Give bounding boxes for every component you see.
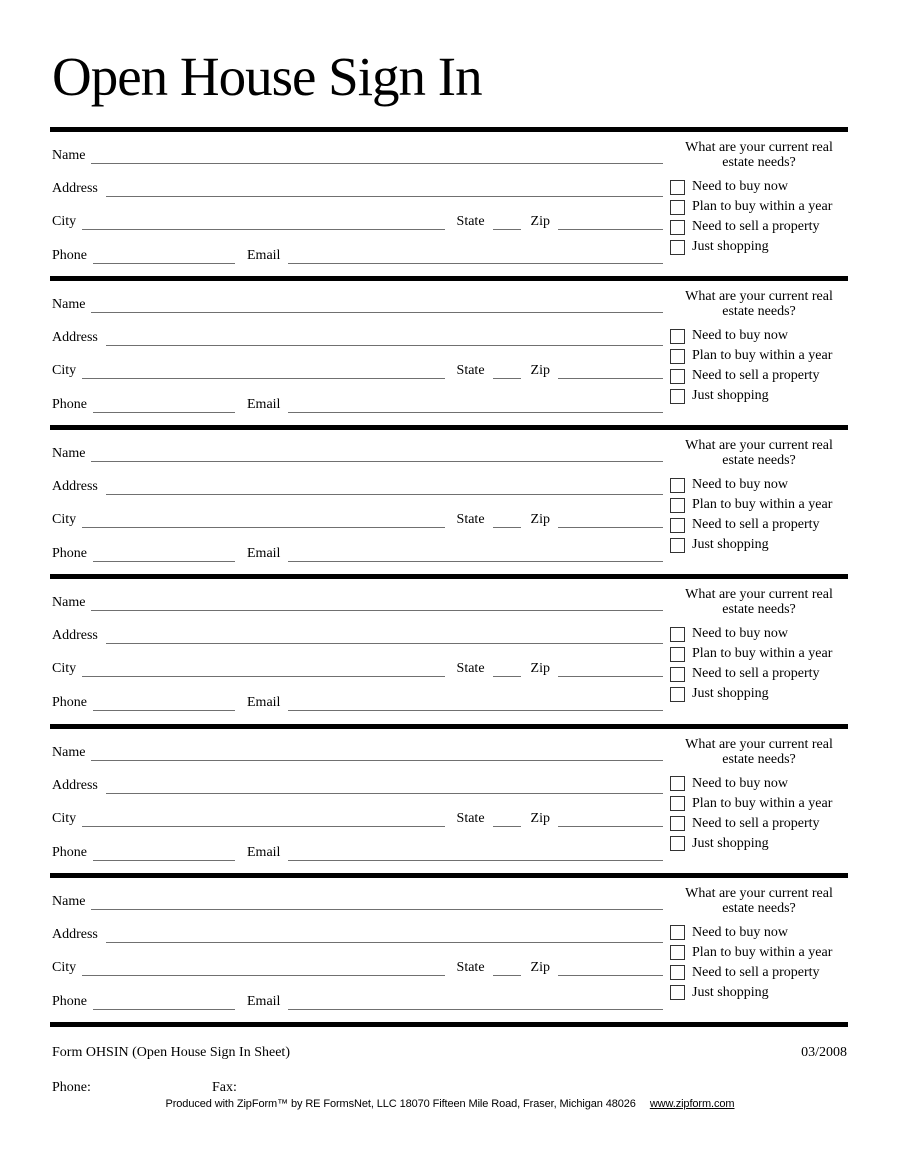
need-option-label: Need to buy now	[692, 477, 789, 493]
needs-heading: What are your current real estate needs?	[685, 736, 833, 767]
zip-input-line[interactable]	[558, 512, 663, 528]
bottom-section-divider	[50, 1022, 848, 1027]
need-option-label: Plan to buy within a year	[692, 646, 833, 662]
revision-date: 03/2008	[801, 1045, 847, 1060]
state-label: State	[456, 512, 485, 528]
state-label: State	[456, 959, 485, 975]
name-label: Name	[52, 744, 86, 760]
sign-in-entry-block	[50, 276, 848, 425]
name-row	[52, 594, 663, 611]
address-input-line[interactable]	[106, 330, 663, 346]
city-label: City	[52, 959, 77, 975]
state-input-line[interactable]	[493, 512, 521, 528]
name-input-line[interactable]	[91, 148, 663, 164]
phone-email-row	[52, 993, 663, 1010]
checkbox-need-to-buy-now[interactable]	[670, 329, 685, 344]
name-input-line[interactable]	[91, 595, 663, 611]
state-input-line[interactable]	[493, 661, 521, 677]
needs-heading: What are your current real estate needs?	[685, 587, 833, 618]
needs-section	[670, 886, 848, 1003]
need-option-label: Just shopping	[692, 984, 769, 1000]
need-option-row	[670, 386, 848, 406]
phone-input-line[interactable]	[93, 695, 235, 711]
state-label: State	[456, 363, 485, 379]
zipform-link[interactable]: www.zipform.com	[649, 1098, 735, 1110]
phone-input-line[interactable]	[93, 546, 235, 562]
need-option-row	[670, 197, 848, 217]
need-option-row	[670, 983, 848, 1003]
address-input-line[interactable]	[106, 628, 663, 644]
email-label: Email	[247, 993, 281, 1009]
need-option-label: Just shopping	[692, 686, 769, 702]
address-label: Address	[52, 628, 98, 644]
need-option-row	[670, 475, 848, 495]
needs-section	[670, 438, 848, 555]
state-label: State	[456, 810, 485, 826]
need-option-row	[670, 535, 848, 555]
email-input-line[interactable]	[288, 994, 663, 1010]
city-input-line[interactable]	[82, 214, 444, 230]
address-input-line[interactable]	[106, 181, 663, 197]
needs-heading: What are your current real estate needs?	[685, 885, 833, 916]
address-label: Address	[52, 926, 98, 942]
checkbox-just-shopping[interactable]	[670, 985, 685, 1000]
name-input-line[interactable]	[91, 745, 663, 761]
phone-email-row	[52, 694, 663, 711]
need-option-label: Just shopping	[692, 239, 769, 254]
address-input-line[interactable]	[106, 778, 663, 794]
checkbox-need-to-sell-property[interactable]	[670, 518, 685, 533]
need-option-label: Need to sell a property	[692, 815, 820, 831]
need-option-row	[670, 814, 848, 834]
name-row	[52, 147, 663, 164]
city-input-line[interactable]	[82, 512, 444, 528]
state-input-line[interactable]	[493, 811, 521, 827]
checkbox-plan-to-buy-within-year[interactable]	[670, 796, 685, 811]
need-option-row	[670, 217, 848, 237]
page-title: Open House Sign In	[52, 46, 482, 107]
phone-label: Phone	[52, 695, 87, 711]
need-option-row	[670, 644, 848, 664]
city-label: City	[52, 512, 77, 528]
email-label: Email	[247, 248, 281, 263]
form-id-text: Form OHSIN (Open House Sign In Sheet)	[52, 1045, 290, 1060]
name-row	[52, 296, 663, 313]
need-option-label: Just shopping	[692, 835, 769, 851]
phone-label: Phone	[52, 397, 87, 413]
need-option-row	[670, 515, 848, 535]
zip-label: Zip	[530, 959, 550, 975]
need-option-label: Plan to buy within a year	[692, 795, 833, 811]
checkbox-need-to-sell-property[interactable]	[670, 667, 685, 682]
needs-heading: What are your current real estate needs?	[685, 438, 833, 469]
need-option-label: Need to buy now	[692, 179, 789, 194]
entry-blocks-container	[50, 127, 848, 1022]
address-row	[52, 478, 663, 495]
phone-input-line[interactable]	[93, 845, 235, 861]
footer-fax-label: Fax:	[212, 1080, 237, 1095]
need-option-label: Need to buy now	[692, 328, 789, 344]
city-state-zip-row	[52, 959, 663, 976]
city-input-line[interactable]	[82, 960, 444, 976]
sign-in-entry-block	[50, 127, 848, 276]
need-option-row	[670, 923, 848, 943]
checkbox-plan-to-buy-within-year[interactable]	[670, 200, 685, 215]
phone-email-row	[52, 545, 663, 562]
zip-label: Zip	[530, 810, 550, 826]
phone-email-row	[52, 396, 663, 413]
need-option-row	[670, 495, 848, 515]
city-label: City	[52, 661, 77, 677]
zip-label: Zip	[530, 214, 550, 229]
phone-email-row	[52, 844, 663, 861]
need-option-label: Need to buy now	[692, 775, 789, 791]
need-option-label: Plan to buy within a year	[692, 199, 833, 214]
city-input-line[interactable]	[82, 661, 444, 677]
city-state-zip-row	[52, 213, 663, 230]
phone-label: Phone	[52, 248, 87, 263]
email-input-line[interactable]	[288, 695, 663, 711]
address-input-line[interactable]	[106, 927, 663, 943]
checkbox-need-to-sell-property[interactable]	[670, 965, 685, 980]
city-label: City	[52, 214, 77, 229]
need-option-label: Need to buy now	[692, 924, 789, 940]
state-label: State	[456, 661, 485, 677]
city-label: City	[52, 363, 77, 379]
name-input-line[interactable]	[91, 446, 663, 462]
need-option-label: Plan to buy within a year	[692, 497, 833, 513]
sign-in-entry-block	[50, 724, 848, 873]
checkbox-plan-to-buy-within-year[interactable]	[670, 349, 685, 364]
checkbox-need-to-sell-property[interactable]	[670, 220, 685, 235]
name-label: Name	[52, 595, 86, 611]
need-option-row	[670, 794, 848, 814]
checkbox-just-shopping[interactable]	[670, 836, 685, 851]
needs-section	[670, 140, 848, 257]
city-state-zip-row	[52, 511, 663, 528]
needs-section	[670, 737, 848, 854]
needs-section	[670, 289, 848, 406]
needs-section	[670, 587, 848, 704]
zip-label: Zip	[530, 363, 550, 379]
name-label: Name	[52, 893, 86, 909]
name-row	[52, 744, 663, 761]
need-option-row	[670, 624, 848, 644]
need-option-label: Need to sell a property	[692, 517, 820, 533]
phone-input-line[interactable]	[93, 248, 235, 264]
checkbox-just-shopping[interactable]	[670, 389, 685, 404]
checkbox-just-shopping[interactable]	[670, 538, 685, 553]
address-row	[52, 627, 663, 644]
checkbox-need-to-sell-property[interactable]	[670, 816, 685, 831]
checkbox-need-to-sell-property[interactable]	[670, 369, 685, 384]
needs-heading: What are your current real estate needs?	[685, 289, 833, 320]
city-state-zip-row	[52, 362, 663, 379]
need-option-row	[670, 774, 848, 794]
need-option-label: Need to sell a property	[692, 219, 820, 234]
address-label: Address	[52, 479, 98, 495]
produced-by-text: Produced with ZipForm™ by RE FormsNet, LLC 18070 Fifteen Mile Road, Fraser, Michigan 48026	[165, 1098, 636, 1110]
phone-label: Phone	[52, 993, 87, 1009]
footer-phone-label: Phone:	[52, 1080, 91, 1095]
checkbox-need-to-buy-now[interactable]	[670, 180, 685, 195]
address-row	[52, 777, 663, 794]
phone-label: Phone	[52, 844, 87, 860]
city-input-line[interactable]	[82, 363, 444, 379]
need-option-row	[670, 177, 848, 197]
name-row	[52, 893, 663, 910]
sign-in-entry-block	[50, 574, 848, 723]
email-input-line[interactable]	[288, 248, 663, 264]
name-input-line[interactable]	[91, 297, 663, 313]
email-label: Email	[247, 397, 281, 413]
footer-form-id-row	[52, 1044, 847, 1061]
email-label: Email	[247, 844, 281, 860]
state-input-line[interactable]	[493, 363, 521, 379]
checkbox-need-to-buy-now[interactable]	[670, 478, 685, 493]
name-label: Name	[52, 446, 86, 462]
state-input-line[interactable]	[493, 960, 521, 976]
need-option-label: Need to sell a property	[692, 964, 820, 980]
footer-phone-fax-row	[52, 1079, 847, 1096]
checkbox-plan-to-buy-within-year[interactable]	[670, 498, 685, 513]
address-row	[52, 180, 663, 197]
need-option-row	[670, 366, 848, 386]
checkbox-just-shopping[interactable]	[670, 687, 685, 702]
need-option-label: Need to buy now	[692, 626, 789, 642]
email-input-line[interactable]	[288, 546, 663, 562]
state-input-line[interactable]	[493, 214, 521, 230]
sign-in-entry-block	[50, 873, 848, 1022]
need-option-label: Plan to buy within a year	[692, 348, 833, 364]
need-option-row	[670, 237, 848, 257]
phone-label: Phone	[52, 546, 87, 562]
email-input-line[interactable]	[288, 845, 663, 861]
name-row	[52, 445, 663, 462]
zip-input-line[interactable]	[558, 214, 663, 230]
name-input-line[interactable]	[91, 894, 663, 910]
checkbox-need-to-buy-now[interactable]	[670, 925, 685, 940]
need-option-row	[670, 943, 848, 963]
produced-by-row	[0, 1097, 900, 1111]
address-row	[52, 926, 663, 943]
need-option-label: Just shopping	[692, 537, 769, 553]
email-label: Email	[247, 695, 281, 711]
sign-in-entry-block	[50, 425, 848, 574]
name-label: Name	[52, 297, 86, 313]
email-input-line[interactable]	[288, 397, 663, 413]
need-option-row	[670, 684, 848, 704]
need-option-row	[670, 834, 848, 854]
address-input-line[interactable]	[106, 479, 663, 495]
need-option-label: Need to sell a property	[692, 368, 820, 384]
phone-email-row	[52, 247, 663, 264]
city-state-zip-row	[52, 660, 663, 677]
need-option-label: Plan to buy within a year	[692, 944, 833, 960]
checkbox-plan-to-buy-within-year[interactable]	[670, 945, 685, 960]
need-option-label: Just shopping	[692, 388, 769, 404]
need-option-row	[670, 963, 848, 983]
checkbox-need-to-buy-now[interactable]	[670, 627, 685, 642]
address-row	[52, 329, 663, 346]
city-state-zip-row	[52, 810, 663, 827]
checkbox-just-shopping[interactable]	[670, 240, 685, 255]
checkbox-plan-to-buy-within-year[interactable]	[670, 647, 685, 662]
address-label: Address	[52, 181, 98, 196]
address-label: Address	[52, 330, 98, 346]
need-option-row	[670, 664, 848, 684]
need-option-label: Need to sell a property	[692, 666, 820, 682]
zip-input-line[interactable]	[558, 960, 663, 976]
zip-input-line[interactable]	[558, 811, 663, 827]
phone-input-line[interactable]	[93, 994, 235, 1010]
zip-input-line[interactable]	[558, 363, 663, 379]
need-option-row	[670, 346, 848, 366]
state-label: State	[456, 214, 485, 229]
email-label: Email	[247, 546, 281, 562]
zip-label: Zip	[530, 661, 550, 677]
need-option-row	[670, 326, 848, 346]
zip-label: Zip	[530, 512, 550, 528]
city-input-line[interactable]	[82, 811, 444, 827]
phone-input-line[interactable]	[93, 397, 235, 413]
zip-input-line[interactable]	[558, 661, 663, 677]
city-label: City	[52, 810, 77, 826]
checkbox-need-to-buy-now[interactable]	[670, 776, 685, 791]
name-label: Name	[52, 148, 86, 163]
needs-heading: What are your current real estate needs?	[685, 140, 833, 170]
address-label: Address	[52, 777, 98, 793]
